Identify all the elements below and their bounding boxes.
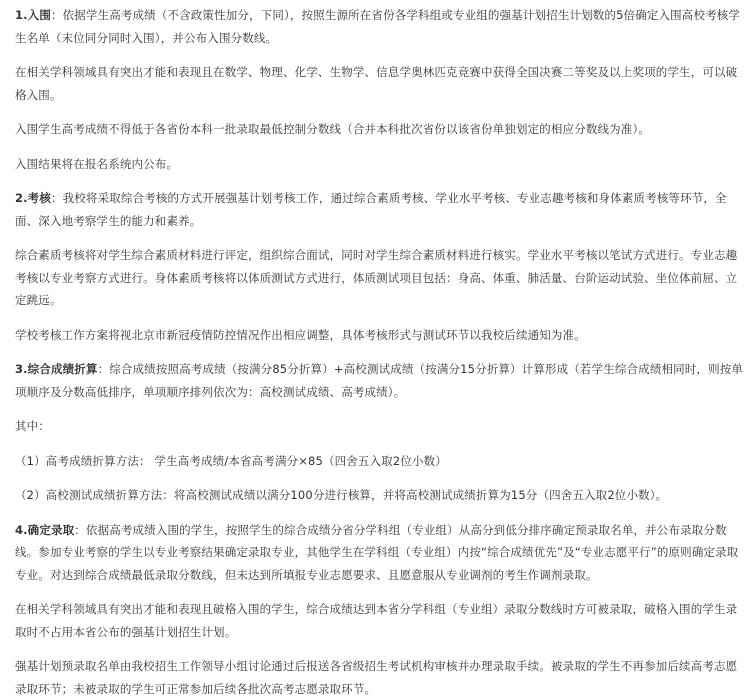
section-3-intro-paragraph: 其中： xyxy=(15,419,50,433)
section-4-paragraph xyxy=(15,519,744,587)
section-2-paragraph xyxy=(15,187,744,232)
section-4-heading: 4.确定录取 xyxy=(15,522,75,537)
section-3-text: ：综合成绩按照高考成绩（按满分85分折算）+高校测试成绩（按满分15分折算）计算形成（若学生综合成绩相同时，则按单项顺序及分数高低排序，单项顺序排列依次为：高校测试成绩、高考成绩）。 xyxy=(15,362,744,399)
section-4-exception-paragraph: 在相关学科领域具有突出才能和表现且破格入围的学生，综合成绩达到本省分学科组（专业组）录取分数线时方可被录取，破格入围的学生录取时不占用本省公布的强基计划招生计划。 xyxy=(15,602,738,639)
section-4-text: ：依据高考成绩入围的学生，按照学生的综合成绩分省分学科组（专业组）从高分到低分排序确定预录取名单，并公布录取分数线。参加专业考察的学生以专业考察结果确定录取专业，其他学生在学科组（专业组）内按“综合成绩优先”及“专业志愿平行”的原则确定录取专业。对达到综合成绩最低录取分数线，但未达到所填报专业志愿要求、且愿意服从专业调剂的考生作调剂录取。 xyxy=(15,522,739,582)
section-3-test-method-paragraph: （2）高校测试成绩折算方法：将高校测试成绩以满分100分进行核算，并将高校测试成绩折算为15分（四舍五入取2位小数）。 xyxy=(15,488,668,502)
section-3-heading: 3.综合成绩折算 xyxy=(15,362,98,376)
section-2-text: ：我校将采取综合考核的方式开展强基计划考核工作，通过综合素质考核、学业水平考核、专业志趣考核和身体素质考核等环节，全面、深入地考察学生的能力和素养。 xyxy=(15,191,727,228)
section-2-details-paragraph: 综合素质考核将对学生综合素质材料进行评定，组织综合面试，同时对学生综合素质材料进行核实。学业水平考核以笔试方式进行。专业志趣考核以专业考察方式进行。身体素质考核将以体质测试方式进行，体质测试项目包括：身高、体重、肺活量、台阶运动试验、坐位体前屈、立定跳远。 xyxy=(15,248,738,307)
section-1-exception-paragraph: 在相关学科领域具有突出才能和表现且在数学、物理、化学、生物学、信息学奥林匹克竞赛中获得全国决赛二等奖及以上奖项的学生，可以破格入围。 xyxy=(15,65,738,102)
section-3-paragraph xyxy=(15,358,744,403)
section-2-adjustment-paragraph: 学校考核工作方案将视北京市新冠疫情防控情况作出相应调整，具体考核形式与测试环节以我校后续通知为准。 xyxy=(15,327,586,342)
section-1-minimum-score-paragraph: 入围学生高考成绩不得低于各省份本科一批录取最低控制分数线（合并本科批次省份以该省份单独划定的相应分数线为准）。 xyxy=(15,122,650,136)
section-1-paragraph xyxy=(15,4,744,49)
section-4-procedure-paragraph: 强基计划预录取名单由我校招生工作领导小组讨论通过后报送各省级招生考试机构审核并办理录取手续。被录取的学生不再参加后续高考志愿录取环节；未被录取的学生可正常参加后续各批次高考志愿录取环节。 xyxy=(15,659,738,696)
section-1-result-paragraph: 入围结果将在报名系统内公布。 xyxy=(15,156,179,171)
section-1-heading: 1.入围 xyxy=(15,8,51,22)
section-3-gaokao-method-paragraph: （1）高考成绩折算方法： 学生高考成绩/本省高考满分×85（四舍五入取2位小数） xyxy=(15,453,447,468)
section-2-heading: 2.考核 xyxy=(15,191,51,205)
section-1-text: ：依据学生高考成绩（不含政策性加分，下同），按照生源所在省份各学科组或专业组的强基计划招生计划数的5倍确定入围高校考核学生名单（末位同分同时入围），并公布入围分数线。 xyxy=(15,8,741,45)
